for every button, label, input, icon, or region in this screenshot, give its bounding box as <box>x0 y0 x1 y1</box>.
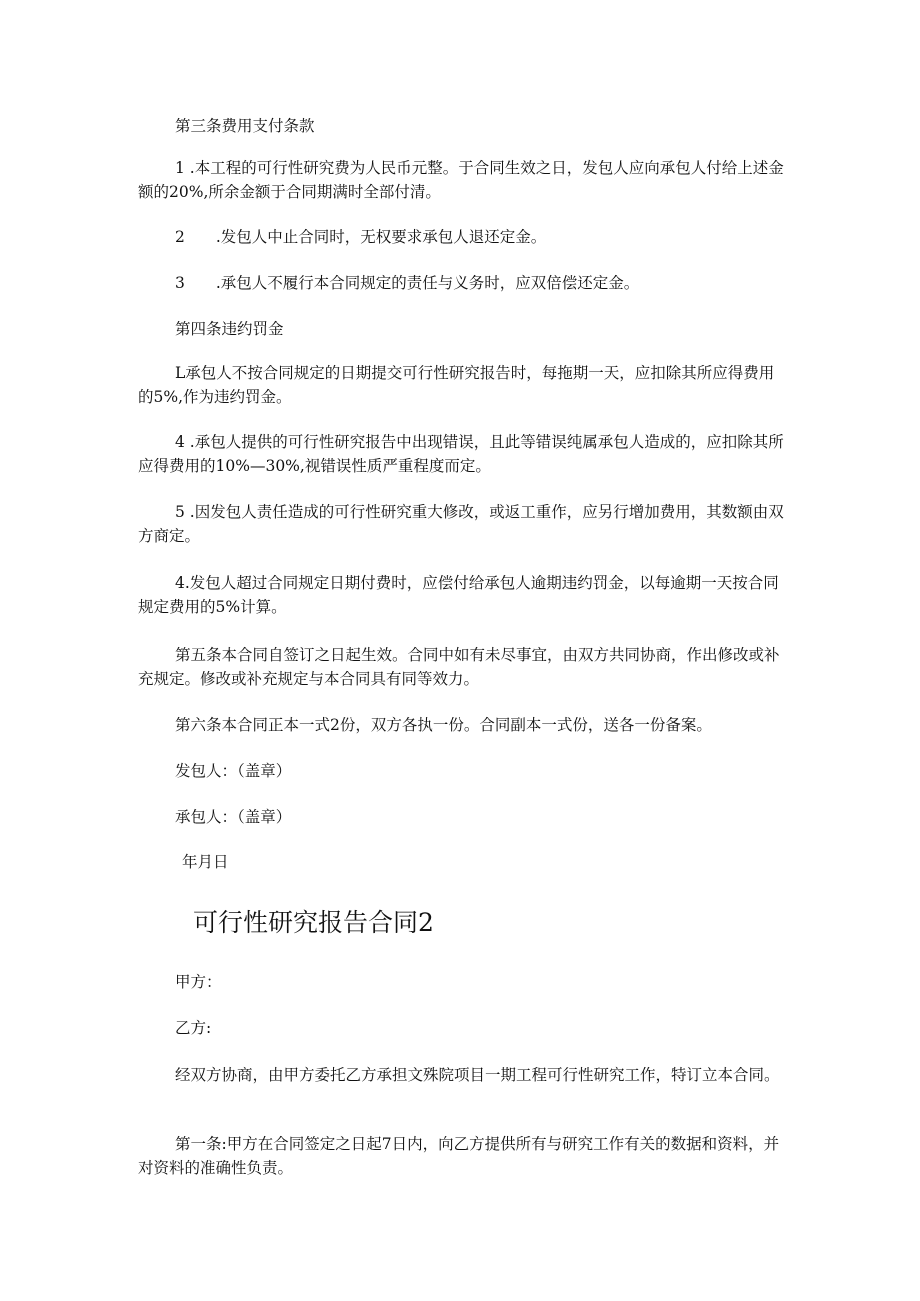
contract-2-intro: 经双方协商，由甲方委托乙方承担文殊院项目一期工程可行性研究工作，特订立本合同。 <box>175 1066 780 1084</box>
article-4-item-4: 4.发包人超过合同规定日期付费时，应偿付给承包人逾期违约罚金，以每逾期一天按合同规定费用的5%计算。 <box>138 574 779 616</box>
article-6: 第六条本合同正本一式2份，双方各执一份。合同副本一式份，送各一份备案。 <box>175 716 712 734</box>
article-3-item-2: 2 .发包人中止合同时，无权要求承包人退还定金。 <box>175 228 547 246</box>
article-5: 第五条本合同自签订之日起生效。合同中如有未尽事宜，由双方共同协商，作出修改或补充规定。修改或补充规定与本合同具有同等效力。 <box>138 646 780 688</box>
contract-2-title: 可行性研究报告合同2 <box>193 908 434 937</box>
party-b-seal: 承包人：（盖章） <box>175 808 292 826</box>
article-4-item-3: 5 .因发包人责任造成的可行性研究重大修改，或返工重作，应另行增加费用，其数额由双方商定。 <box>138 503 784 545</box>
article-3-item-1: 1 .本工程的可行性研究费为人民币元整。于合同生效之日，发包人应向承包人付给上述金额的20%,所余金额于合同期满时全部付清。 <box>138 159 784 201</box>
party-a-seal: 发包人：（盖章） <box>175 762 292 780</box>
article-3-heading: 第三条费用支付条款 <box>175 117 315 135</box>
party-yi: 乙方: <box>175 1019 212 1037</box>
date-line: 年月日 <box>182 853 229 871</box>
article-4-item-1: L承包人不按合同规定的日期提交可行性研究报告时，每拖期一天，应扣除其所应得费用的5%,作为违约罚金。 <box>138 364 775 406</box>
article-4-item-2: 4 .承包人提供的可行性研究报告中出现错误，且此等错误纯属承包人造成的，应扣除其所应得费用的10%—30%,视错误性质严重程度而定。 <box>138 433 784 475</box>
contract-2-article-1: 第一条:甲方在合同签定之日起7日内，向乙方提供所有与研究工作有关的数据和资料，并对资料的准确性负责。 <box>138 1135 780 1177</box>
article-3-item-3: 3 .承包人不履行本合同规定的责任与义务时，应双倍偿还定金。 <box>175 274 640 292</box>
article-4-heading: 第四条违约罚金 <box>175 320 284 338</box>
party-jia: 甲方： <box>175 973 222 991</box>
